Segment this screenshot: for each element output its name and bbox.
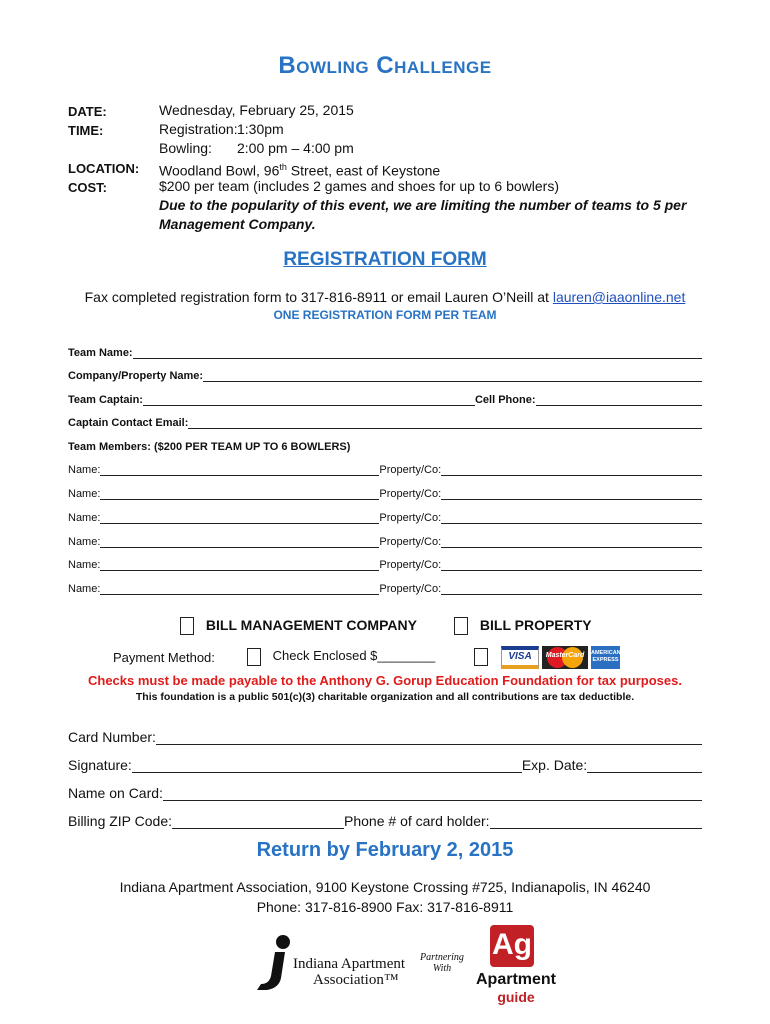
credit-card-checkbox[interactable] xyxy=(474,648,488,666)
credit-card-option[interactable] xyxy=(474,648,488,666)
team-name-row xyxy=(68,343,702,359)
member-name-label: Name: xyxy=(68,536,101,548)
apartment-guide-word2: guide xyxy=(497,989,535,1005)
fax-instructions xyxy=(0,289,770,305)
member-name-field[interactable] xyxy=(100,582,379,595)
company-field[interactable] xyxy=(203,369,702,382)
visa-icon: VISA xyxy=(501,646,539,669)
registration-title: REGISTRATION FORM xyxy=(283,249,487,270)
member-property-field[interactable] xyxy=(441,487,702,500)
company-row xyxy=(68,366,702,382)
iaa-logo xyxy=(255,932,415,992)
partnering-with-text xyxy=(417,952,467,974)
captain-email-label: Captain Contact Email: xyxy=(68,417,189,429)
member-property-field[interactable] xyxy=(441,511,702,524)
foundation-note: This foundation is a public 501(c)(3) charitable organization and all contributions are tax deductible. xyxy=(135,691,635,703)
date-value: Wednesday, February 25, 2015 xyxy=(159,102,354,118)
apartment-guide-logo xyxy=(468,925,564,1015)
member-name-field[interactable] xyxy=(100,463,379,476)
member-name-label: Name: xyxy=(68,488,101,500)
bill-management-checkbox[interactable] xyxy=(180,617,194,635)
cost-label: COST: xyxy=(68,180,107,195)
captain-row xyxy=(68,390,702,406)
iaa-logo-mark-icon xyxy=(255,932,295,992)
bill-property-option[interactable] xyxy=(454,617,592,635)
registration-time xyxy=(159,120,284,139)
partnering-line2: With xyxy=(432,963,452,974)
team-name-label: Team Name: xyxy=(68,347,133,359)
member-property-label: Property/Co: xyxy=(379,536,442,548)
apartment-guide-mark: Ag xyxy=(490,925,534,967)
member-name-field[interactable] xyxy=(100,487,379,500)
phone-holder-label: Phone # of card holder: xyxy=(344,813,490,829)
team-name-field[interactable] xyxy=(133,346,702,359)
captain-label: Team Captain: xyxy=(68,394,143,406)
billing-zip-row xyxy=(68,809,702,829)
limit-note-line2: Management Company. xyxy=(159,216,316,232)
location-label: LOCATION: xyxy=(68,161,140,176)
company-label: Company/Property Name: xyxy=(68,370,204,382)
member-name-label: Name: xyxy=(68,512,101,524)
bill-management-label: BILL MANAGEMENT COMPANY xyxy=(205,617,417,633)
phone-fax-line: Phone: 317-816-8900 Fax: 317-816-8911 xyxy=(256,899,514,915)
member-name-field[interactable] xyxy=(100,511,379,524)
cell-phone-label: Cell Phone: xyxy=(474,394,536,406)
page-title: Bowling Challenge xyxy=(278,52,492,79)
checks-payable-note: Checks must be made payable to the Anthony G. Gorup Education Foundation for tax purposes. xyxy=(88,673,682,688)
billing-zip-label: Billing ZIP Code: xyxy=(68,813,173,829)
cell-phone-field[interactable] xyxy=(536,393,703,406)
member-row xyxy=(68,484,702,500)
member-property-field[interactable] xyxy=(441,535,702,548)
member-property-field[interactable] xyxy=(441,582,702,595)
mastercard-icon xyxy=(542,646,588,669)
amex-icon: AMERICAN EXPRESS xyxy=(591,646,620,669)
captain-email-field[interactable] xyxy=(188,416,702,429)
location-pre: Woodland Bowl, 96 xyxy=(159,162,280,179)
bill-property-checkbox[interactable] xyxy=(454,617,468,635)
member-property-label: Property/Co: xyxy=(379,488,442,500)
member-property-label: Property/Co: xyxy=(379,464,442,476)
iaa-name-line1: Indiana Apartment xyxy=(293,956,406,972)
name-on-card-field[interactable] xyxy=(163,785,702,801)
member-property-label: Property/Co: xyxy=(379,559,442,571)
exp-date-field[interactable] xyxy=(587,757,702,773)
iaa-name-line2: Association™ xyxy=(313,972,399,988)
fax-text: Fax completed registration form to 317-816-8911 or email Lauren O’Neill at xyxy=(84,289,553,305)
apartment-guide-word1: Apartment xyxy=(475,971,556,988)
captain-field[interactable] xyxy=(143,393,475,406)
member-row xyxy=(68,508,702,524)
bowling-time-value: 2:00 pm – 4:00 pm xyxy=(237,140,354,156)
mastercard-label: MasterCard xyxy=(545,652,585,659)
billing-zip-field[interactable] xyxy=(172,813,344,829)
members-header-label: Team Members: ($200 PER TEAM UP TO 6 BOWLERS) xyxy=(68,441,351,453)
member-name-label: Name: xyxy=(68,464,101,476)
location-sup: th xyxy=(279,162,287,172)
member-name-field[interactable] xyxy=(100,535,379,548)
registration-label: Registration: xyxy=(159,121,238,137)
limit-note-line1: Due to the popularity of this event, we are limiting the number of teams to 5 per xyxy=(159,197,687,213)
one-per-team-note: ONE REGISTRATION FORM PER TEAM xyxy=(273,308,497,322)
address-line: Indiana Apartment Association, 9100 Keystone Crossing #725, Indianapolis, IN 46240 xyxy=(119,879,651,895)
cost-value: $200 per team (includes 2 games and shoes for up to 6 bowlers) xyxy=(159,178,560,194)
signature-label: Signature: xyxy=(68,757,132,773)
name-on-card-label: Name on Card: xyxy=(68,785,163,801)
check-enclosed-option[interactable] xyxy=(247,648,435,666)
member-row xyxy=(68,579,702,595)
date-label: DATE: xyxy=(68,104,107,119)
phone-holder-field[interactable] xyxy=(490,813,702,829)
bowling-label: Bowling: xyxy=(159,140,212,156)
member-row xyxy=(68,555,702,571)
name-on-card-row xyxy=(68,781,702,801)
member-property-label: Property/Co: xyxy=(379,583,442,595)
exp-date-label: Exp. Date: xyxy=(521,757,588,773)
member-row xyxy=(68,532,702,548)
email-link[interactable]: lauren@iaaonline.net xyxy=(552,289,686,305)
card-number-field[interactable] xyxy=(156,729,702,745)
registration-time-value: 1:30pm xyxy=(237,121,284,137)
member-name-label: Name: xyxy=(68,583,101,595)
payment-method-label: Payment Method: xyxy=(113,650,215,665)
signature-row xyxy=(68,753,702,773)
bowling-time xyxy=(159,139,354,158)
location-post: Street, east of Keystone xyxy=(286,162,441,179)
captain-email-row xyxy=(68,413,702,429)
check-enclosed-checkbox[interactable] xyxy=(247,648,261,666)
members-header xyxy=(68,437,702,453)
member-property-field[interactable] xyxy=(441,463,702,476)
signature-field[interactable] xyxy=(132,757,522,773)
return-by-date: Return by February 2, 2015 xyxy=(256,839,514,861)
card-number-label: Card Number: xyxy=(68,729,156,745)
bill-management-option[interactable] xyxy=(180,617,417,635)
member-property-label: Property/Co: xyxy=(379,512,442,524)
bill-property-label: BILL PROPERTY xyxy=(479,617,592,633)
member-property-field[interactable] xyxy=(441,558,702,571)
member-name-field[interactable] xyxy=(100,558,379,571)
check-enclosed-label: Check Enclosed $________ xyxy=(272,648,436,664)
member-name-label: Name: xyxy=(68,559,101,571)
card-number-row xyxy=(68,725,702,745)
time-label: TIME: xyxy=(68,123,104,138)
partnering-line1: Partnering xyxy=(420,952,464,963)
member-row xyxy=(68,460,702,476)
